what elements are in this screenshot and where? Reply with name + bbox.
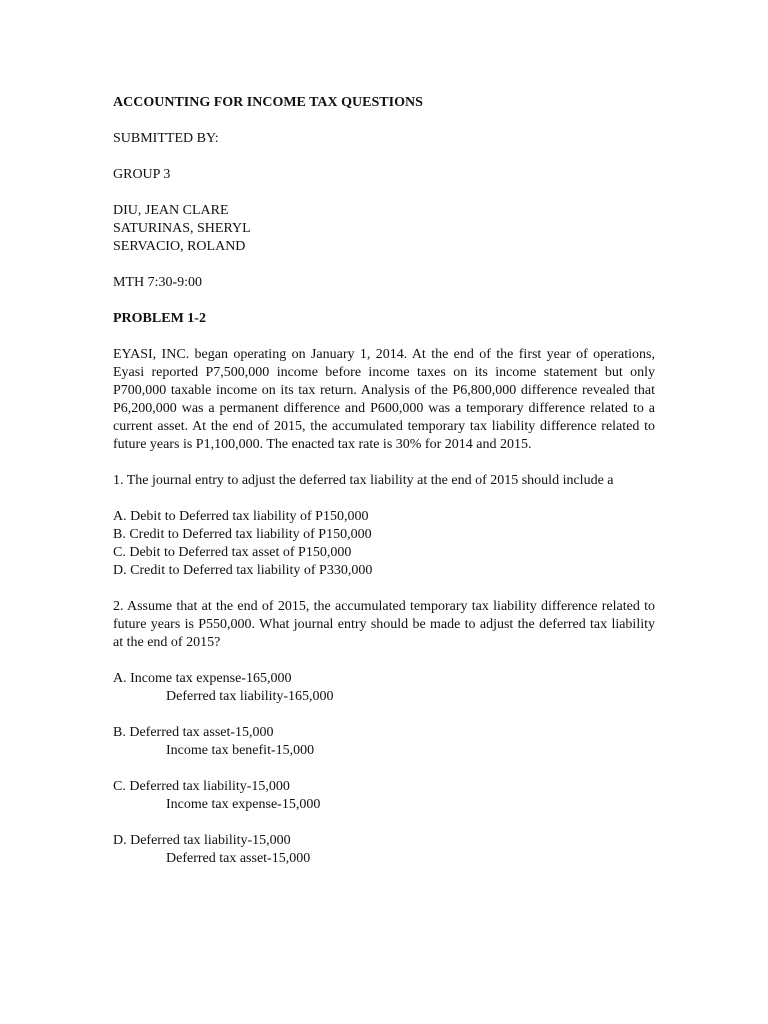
question-2-choice-c: [113, 778, 655, 814]
group-label: GROUP 3: [113, 167, 171, 182]
question-2-choice-a: [113, 670, 655, 706]
question-2-text: 2. Assume that at the end of 2015, the accumulated temporary tax liability difference related to future years is P550,000. What journal entry should be made to adjust the deferred tax liability at the end of 2015?: [113, 599, 655, 650]
debit-entry: B. Deferred tax asset-15,000: [113, 725, 274, 740]
debit-entry: C. Deferred tax liability-15,000: [113, 779, 290, 794]
document-page: [113, 94, 655, 868]
choice-item: D. Credit to Deferred tax liability of P330,000: [113, 563, 373, 578]
submitted-by-label: SUBMITTED BY:: [113, 131, 219, 146]
question-1-choices: [113, 508, 655, 580]
credit-entry: Deferred tax asset-15,000: [166, 851, 311, 866]
schedule-label: MTH 7:30-9:00: [113, 275, 203, 290]
choice-item: B. Credit to Deferred tax liability of P150,000: [113, 527, 372, 542]
question-2-choice-d: [113, 832, 655, 868]
document-title: ACCOUNTING FOR INCOME TAX QUESTIONS: [113, 95, 423, 110]
choice-item: C. Debit to Deferred tax asset of P150,000: [113, 545, 352, 560]
debit-entry: A. Income tax expense-165,000: [113, 671, 292, 686]
member-name: SATURINAS, SHERYL: [113, 221, 251, 236]
question-1-text: 1. The journal entry to adjust the deferred tax liability at the end of 2015 should include a: [113, 473, 614, 488]
credit-entry: Income tax expense-15,000: [166, 797, 321, 812]
member-name: SERVACIO, ROLAND: [113, 239, 246, 254]
debit-entry: D. Deferred tax liability-15,000: [113, 833, 291, 848]
credit-entry: Deferred tax liability-165,000: [166, 689, 334, 704]
problem-body: EYASI, INC. began operating on January 1, 2014. At the end of the first year of operations, Eyasi reported P7,500,000 income before income taxes on its income statement but only P700,000 taxable income on its tax return. Analysis of the P6,800,000 difference revealed that P6,200,000 was a permanent difference and P600,000 was a temporary difference related to a current asset. At the end of 2015, the accumulated temporary tax liability difference related to future years is P1,100,000. The enacted tax rate is 30% for 2014 and 2015.: [113, 347, 655, 452]
question-2-choice-b: [113, 724, 655, 760]
choice-item: A. Debit to Deferred tax liability of P150,000: [113, 509, 369, 524]
member-name: DIU, JEAN CLARE: [113, 203, 229, 218]
problem-title: PROBLEM 1-2: [113, 311, 206, 326]
credit-entry: Income tax benefit-15,000: [166, 743, 315, 758]
member-list: [113, 202, 655, 256]
